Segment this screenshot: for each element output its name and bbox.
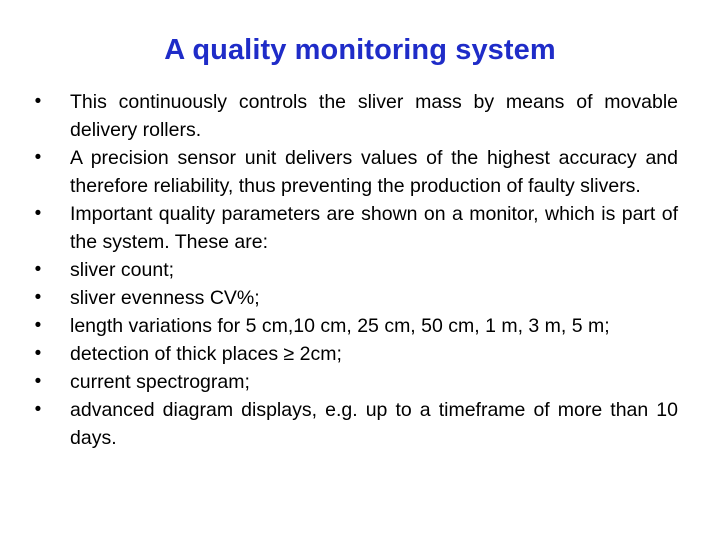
- bullet-item: [30, 88, 678, 144]
- bullet-text: Important quality parameters are shown on a monitor, which is part of the system. These are:: [70, 203, 678, 253]
- bullet-item: [30, 256, 678, 284]
- bullet-dot-icon: •: [34, 203, 42, 224]
- bullet-text: advanced diagram displays, e.g. up to a timeframe of more than 10 days.: [70, 399, 678, 449]
- bullet-dot-icon: •: [34, 259, 42, 280]
- bullet-text: current spectrogram;: [70, 371, 250, 393]
- bullet-item: [30, 340, 678, 368]
- bullet-list: [30, 88, 678, 452]
- bullet-dot-icon: •: [34, 287, 42, 308]
- slide-title: A quality monitoring system: [164, 34, 556, 66]
- bullet-item: [30, 312, 678, 340]
- bullet-text: length variations for 5 cm,10 cm, 25 cm, 50 cm, 1 m, 3 m, 5 m;: [70, 315, 610, 337]
- bullet-dot-icon: •: [34, 371, 42, 392]
- bullet-dot-icon: •: [34, 147, 42, 168]
- bullet-dot-icon: •: [34, 399, 42, 420]
- bullet-item: [30, 144, 678, 200]
- bullet-dot-icon: •: [34, 343, 42, 364]
- bullet-text: sliver count;: [70, 259, 175, 281]
- bullet-item: [30, 368, 678, 396]
- bullet-text: detection of thick places ≥ 2cm;: [70, 343, 342, 365]
- bullet-dot-icon: •: [34, 91, 42, 112]
- bullet-text: This continuously controls the sliver mass by means of movable delivery rollers.: [70, 91, 678, 141]
- bullet-text: sliver evenness CV%;: [70, 287, 260, 309]
- bullet-item: [30, 284, 678, 312]
- bullet-item: [30, 200, 678, 256]
- bullet-item: [30, 396, 678, 452]
- bullet-dot-icon: •: [34, 315, 42, 336]
- bullet-text: A precision sensor unit delivers values of the highest accuracy and therefore reliability, thus preventing the production of faulty slivers.: [70, 147, 678, 197]
